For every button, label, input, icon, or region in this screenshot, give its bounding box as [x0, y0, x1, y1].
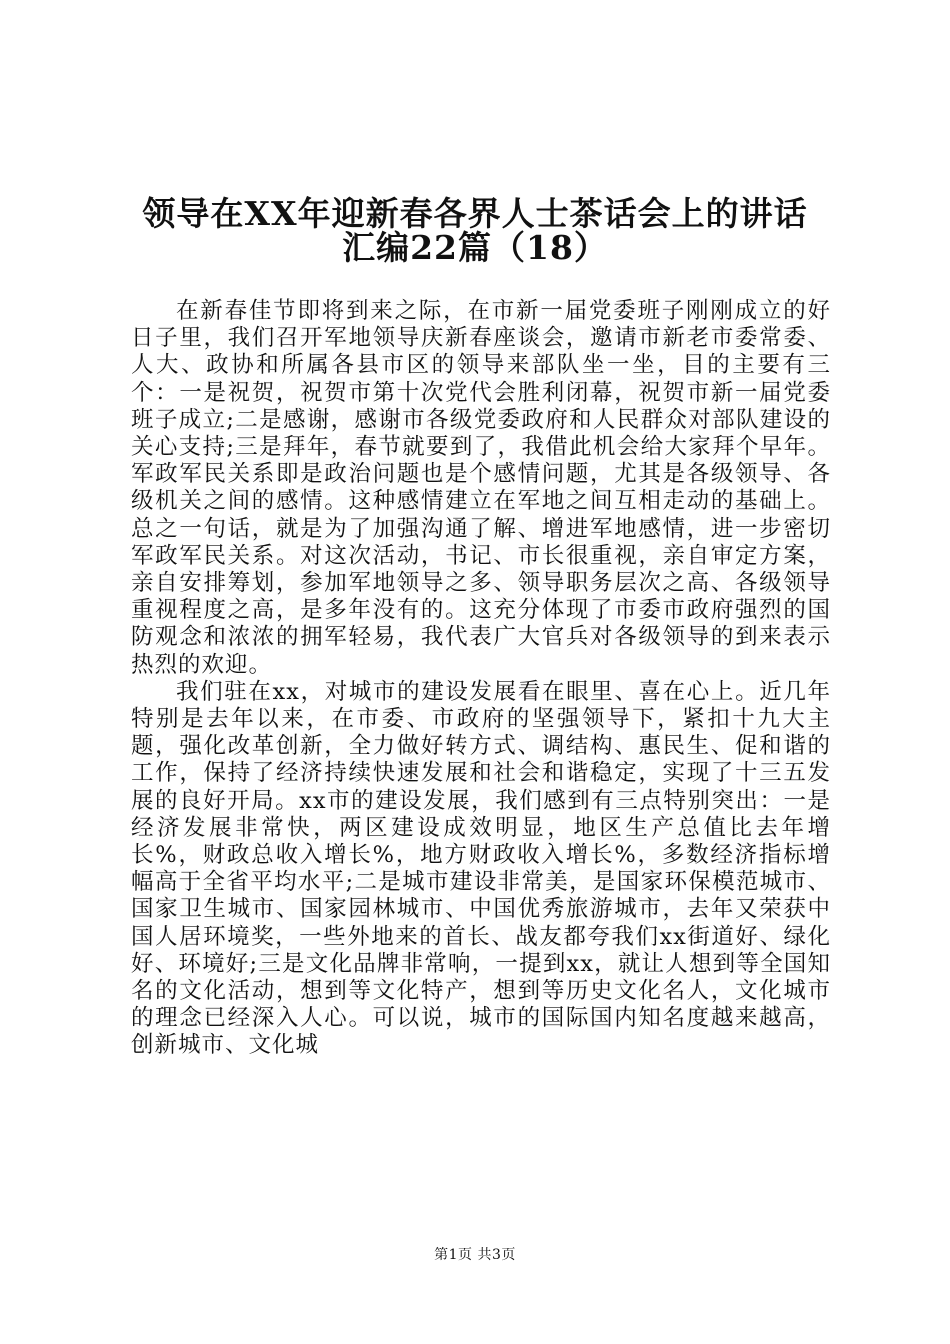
paragraph-1: 在新春佳节即将到来之际，在市新一届党委班子刚刚成立的好日子里，我们召开军地领导庆新春座谈会，邀请市新老市委常委、人大、政协和所属各县市区的领导来部队坐一坐，目的主要有三个：一是祝贺，祝贺市第十次党代会胜利闭幕，祝贺市新一届党委班子成立;二是感谢，感谢市各级党委政府和人民群众对部队建设的关心支持;三是拜年，春节就要到了，我借此机会给大家拜个早年。军政军民关系即是政治问题也是个感情问题，尤其是各级领导、各级机关之间的感情。这种感情建立在军地之间互相走动的基础上。总之一句话，就是为了加强沟通了解、增进军地感情，进一步密切军政军民关系。对这次活动，书记、市长很重视，亲自审定方案，亲自安排筹划，参加军地领导之多、领导职务层次之高、各级领导重视程度之高，是多年没有的。这充分体现了市委市政府强烈的国防观念和浓浓的拥军轻易，我代表广大官兵对各级领导的到来表示热烈的欢迎。	[131, 298, 831, 678]
page-footer: 第1页 共3页	[434, 1247, 516, 1263]
document-body	[131, 298, 831, 1060]
paragraph-2: 我们驻在xx，对城市的建设发展看在眼里、喜在心上。近几年特别是去年以来，在市委、市政府的坚强领导下，紧扣十九大主题，强化改革创新，全力做好转方式、调结构、惠民生、促和谐的工作，保持了经济持续快速发展和社会和谐稳定，实现了十三五发展的良好开局。xx市的建设发展，我们感到有三点特别突出：一是经济发展非常快，两区建设成效明显，地区生产总值比去年增长%，财政总收入增长%，地方财政收入增长%，多数经济指标增幅高于全省平均水平;二是城市建设非常美，是国家环保模范城市、国家卫生城市、国家园林城市、中国优秀旅游城市，去年又荣获中国人居环境奖，一些外地来的首长、战友都夸我们xx街道好、绿化好、环境好;三是文化品牌非常响，一提到xx，就让人想到等全国知名的文化活动，想到等文化特产，想到等历史文化名人，文化城市的理念已经深入人心。可以说，城市的国际国内知名度越来越高，创新城市、文化城	[131, 678, 831, 1059]
document-title-line-1: 领导在XX年迎新春各界人士茶话会上的讲话	[142, 194, 808, 233]
document-title-line-2: 汇编22篇（18）	[342, 228, 608, 267]
